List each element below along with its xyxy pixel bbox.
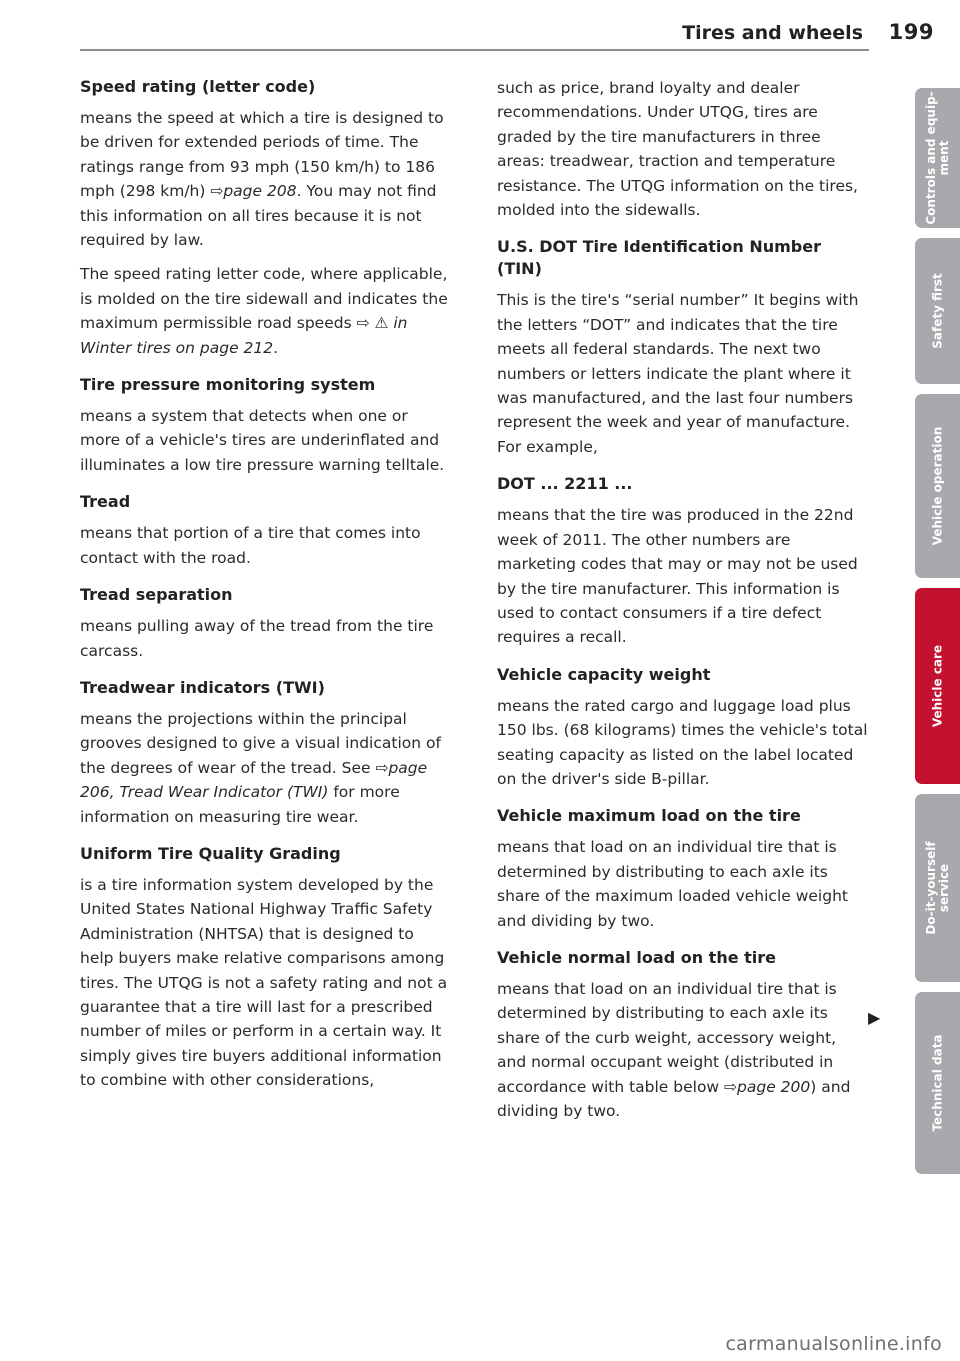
tab-vehicle-operation[interactable] [915,394,960,578]
tab-label: Vehicle operation [930,426,944,546]
page-206-link[interactable]: page 206, Tread Wear Indicator (TWI) [80,758,428,802]
dot-example-heading: DOT ... 2211 ... [497,474,633,494]
right-column [497,76,869,1133]
watermark: carmanualsonline.info [725,1333,942,1355]
winter-tires-link[interactable]: in Winter tires on page 212 [80,314,408,357]
utqg-continued-paragraph: such as price, brand loyalty and dealer recommendations. Under UTQG, tires are graded by the tire manufacturers in three areas: treadwear, traction and temperature resistance. The UTQG information on the tires, molded into the sidewalls. [497,79,858,220]
twi-heading: Treadwear indicators (TWI) [80,677,325,697]
tab-label: Controls and equip- ment [923,91,951,225]
tread-separation-paragraph: means pulling away of the tread from the tire carcass. [80,617,434,660]
reference-arrow-icon: ⇨ [375,758,389,777]
speed-code-paragraph: The speed rating letter code, where applicable, is molded on the tire sidewall and indicates the maximum permissible road speeds ⇨ ⚠ in Winter tires on page 212. [80,265,448,357]
page-number: 199 [888,20,934,44]
warning-icon: ⚠ [374,314,389,333]
reference-arrow-icon: ⇨ [356,314,370,333]
page-208-link[interactable]: page 208 [223,182,297,201]
tab-safety-first[interactable] [915,238,960,384]
tread-heading: Tread [80,492,131,512]
tpms-paragraph: means a system that detects when one or more of a vehicle's tires are underinflated and illuminates a low tire pressure warning telltale. [80,407,445,474]
tab-do-it-yourself-service[interactable] [915,794,960,982]
utqg-paragraph: is a tire information system developed by the United States National Highway Traffic Safety Administration (NHTSA) that is designed to help buyers make relative comparisons among tires. The UTQG is not a safety rating and not a guarantee that a tire will last for a prescribed number of miles or perform in a certain way. It simply gives tire buyers additional information to combine with other considerations, [80,875,448,1090]
tpms-heading: Tire pressure monitoring system [80,375,376,395]
continue-arrow-icon: ▶ [868,1008,881,1027]
tin-paragraph: This is the tire's “serial number” It begins with the letters “DOT” and indicates that the tire meets all federal standards. The next two numbers or letters indicate the plant where it was manufactured, and the last four numbers represent the week and year of manufacture. For example, [497,291,859,456]
twi-paragraph: means the projections within the principal grooves designed to give a visual indication of the degrees of wear of the tread. See ⇨page 206, Tread Wear Indicator (TWI) for more information on measuring tire wear. [80,709,441,826]
reference-arrow-icon: ⇨ [210,182,224,201]
tin-heading: U.S. DOT Tire Identification Number (TIN) [497,237,821,279]
tread-separation-heading: Tread separation [80,585,233,605]
max-load-heading: Vehicle maximum load on the tire [497,806,801,826]
speed-rating-paragraph: means the speed at which a tire is designed to be driven for extended periods of time. The ratings range from 93 mph (150 km/h) to 186 mph (298 km/h) ⇨page 208. You may not find this information on all tires because it is not required by law. [80,109,444,250]
reference-arrow-icon: ⇨ [724,1077,738,1096]
tab-label: Vehicle care [930,644,944,728]
capacity-weight-heading: Vehicle capacity weight [497,664,711,684]
tab-label: Safety first [930,273,944,349]
tab-controls-and-equipment[interactable] [915,88,960,228]
normal-load-heading: Vehicle normal load on the tire [497,947,777,967]
max-load-paragraph: means that load on an individual tire that is determined by distributing to each axle its share of the maximum loaded vehicle weight and dividing by two. [497,838,848,930]
dot-example-paragraph: means that the tire was produced in the 22nd week of 2011. The other numbers are marketing codes that may or may not be used by the tire manufacturer. This information is used to contact consumers if a tire defect requires a recall. [497,506,858,647]
tab-label: Technical data [930,1034,944,1132]
tread-paragraph: means that portion of a tire that comes into contact with the road. [80,524,421,567]
normal-load-paragraph: means that load on an individual tire that is determined by distributing to each axle its share of the curb weight, accessory weight, and normal occupant weight (distributed in accordance with table below ⇨page 200) and dividing by two. [497,979,851,1120]
tab-technical-data[interactable] [915,992,960,1174]
capacity-weight-paragraph: means the rated cargo and luggage load plus 150 lbs. (68 kilograms) times the vehicle's total seating capacity as listed on the label located on the driver's side B-pillar. [497,696,868,788]
speed-rating-heading: Speed rating (letter code) [80,77,316,96]
tab-label: Do-it-yourself service [923,841,951,935]
page-200-link[interactable]: page 200 [737,1077,811,1096]
utqg-heading: Uniform Tire Quality Grading [80,843,341,863]
tab-vehicle-care[interactable] [915,588,960,784]
header-divider [80,49,869,51]
running-header-title: Tires and wheels [682,22,863,44]
left-column [80,76,452,1103]
